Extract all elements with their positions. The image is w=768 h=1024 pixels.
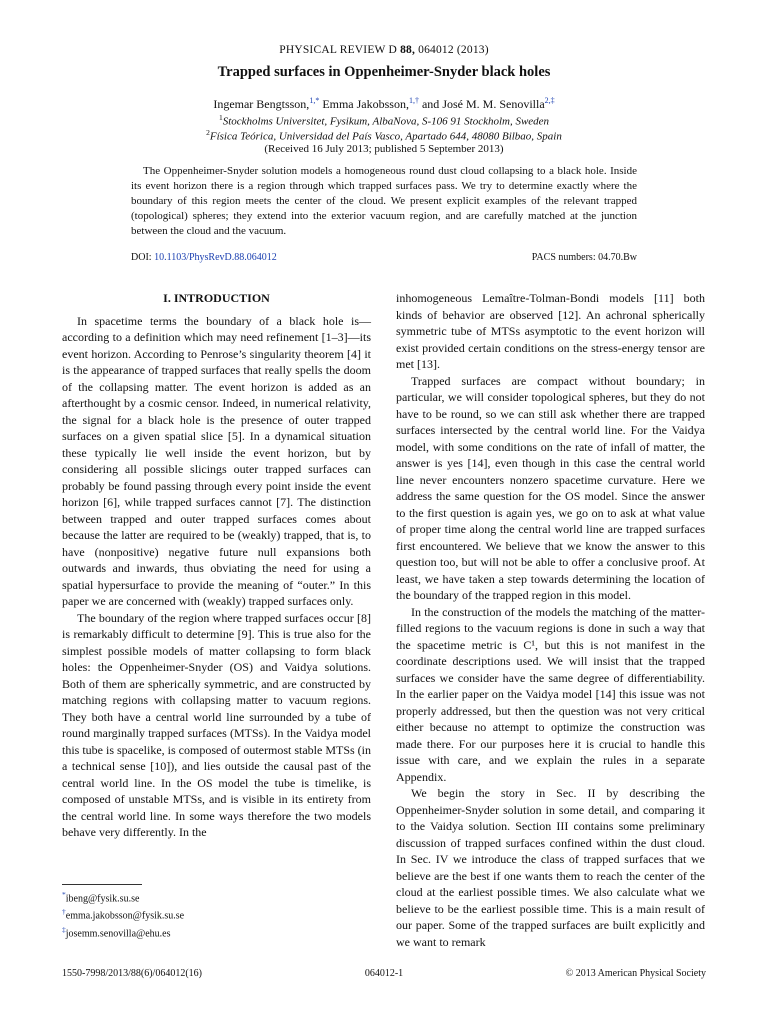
footnote-mark: ‡ bbox=[62, 924, 66, 934]
journal-header bbox=[0, 44, 768, 56]
body-paragraph: Trapped surfaces are compact without boundary; in particular, we will consider topological spheres, but they do not have to be round, so we can still ask whether there are trapped surfaces intersected by the central world line. For the Vaidya model, with some conditions on the rate of infall of matter, the answer is yes [14], even though in this case the central world line never encounters nonzero spacetime curvature. Here we address the same question for the OS model. Since the answer to the first question is again yes, we go on to ask at what value of proper time along the central world line are trapped surfaces first encountered. We believe that we know the answer to this question too, but will not be able to offer a conclusive proof. At least, we have taken a step towards determining the location of the boundary of the trapped region in this model. bbox=[396, 373, 705, 602]
left-column bbox=[62, 290, 371, 841]
abstract: The Oppenheimer-Snyder solution models a homogeneous round dust cloud collapsing to a black hole. Inside its event horizon there is a region through which trapped surfaces pass. We try to determine exactly where the boundary of this region meets the center of the cloud. We present explicit examples of the relevant trapped (topological) spheres; they extend into the exterior vacuum region, and are carefully matched at the junction between the cloud and the vacuum. bbox=[131, 165, 637, 238]
footnote-item bbox=[62, 888, 371, 905]
body-paragraph: In spacetime terms the boundary of a black hole is—according to a definition which may need refinement [1–3]—its event horizon. According to Penrose’s singularity theorem [4] it is the appearance of trapped surfaces that really spells the doom of the collapsing matter. The event horizon is added as an afterthought by a cosmic censor. Indeed, in numerical relativity, the signal for a black hole is the presence of outer trapped surfaces on a given spatial slice [5]. In a dynamical situation these typically lie well inside the event horizon, but by considering all possible slicings outer trapped surfaces can probably be found passing through every point inside the event horizon [6], while trapped surfaces cannot [7]. The distinction between trapped and outer trapped surfaces comes about because the latter are required to be (weakly) trapped, that is, to have (nonpositive) negative future null expansions both outwards and inwards, thus obviating the need for using a spatial hypersurface to provide the meaning of “outer.” In this paper we are concerned with (weakly) trapped surfaces only. bbox=[62, 313, 371, 608]
footnote-item bbox=[62, 905, 371, 922]
affiliation-text: Física Teórica, Universidad del País Vasco, Apartado 644, 48080 Bilbao, Spain bbox=[209, 130, 562, 143]
journal-name: PHYSICAL REVIEW D bbox=[279, 44, 397, 56]
footnote-divider bbox=[62, 884, 142, 885]
author-affil-mark[interactable]: 2,‡ bbox=[544, 96, 555, 105]
footnote-item bbox=[62, 923, 371, 940]
body-paragraph: The boundary of the region where trapped surfaces occur [8] is remarkably difficult to determine [9]. This is true also for the simplest possible models of matter collapsing to form black holes: the Oppenheimer-Snyder (OS) and Vaidya solutions. Both of them are spherically symmetric, and are constructed by matching regions with collapsing matter to vacuum regions. They both have a central world line surrounded by a tube of round marginally trapped surfaces (MTSs). In the Vaidya model this tube is spacelike, is composed of outermost stable MTSs (in a technical sense [10]), and lies outside the causal past of the central world line. In the OS model the tube is timelike, is composed of unstable MTSs, and is visible in its entirety from the central world line. In some ways therefore the two models behave very differently. In the bbox=[62, 610, 371, 839]
author-name: Ingemar Bengtsson, bbox=[213, 97, 310, 111]
footnote-mark: † bbox=[62, 907, 66, 917]
footer-copyright: © 2013 American Physical Society bbox=[565, 968, 706, 979]
author-affil-mark[interactable]: 1,* bbox=[309, 96, 320, 105]
affiliation-mark: 1 bbox=[218, 113, 223, 122]
and-word: and bbox=[421, 97, 440, 111]
paper-title: Trapped surfaces in Oppenheimer-Snyder black holes bbox=[217, 64, 551, 80]
section-heading: I. INTRODUCTION bbox=[163, 291, 270, 305]
author-name: Emma Jakobsson, bbox=[322, 97, 409, 111]
received-dates: (Received 16 July 2013; published 5 September 2013) bbox=[264, 143, 504, 155]
doi-link[interactable]: 10.1103/PhysRevD.88.064012 bbox=[154, 252, 277, 263]
pacs-numbers: PACS numbers: 04.70.Bw bbox=[531, 252, 637, 263]
body-paragraph: In the construction of the models the matching of the matter-filled regions to the vacuum regions is done in such a way that the spacetime metric is C¹, but this is not manifest in the coordinate descriptions used. We will insist that the trapped surfaces we consider have the same degree of differentiability. In the earlier paper on the Vaidya model [14] this issue was not properly addressed, but then the question was not very critical either because no attempt to optimize the construction was made there. For our purposes here it is crucial to handle this issue with care, and we explain the rules in a separate Appendix. bbox=[396, 604, 705, 784]
footer-page-number: 064012-1 bbox=[364, 968, 404, 979]
footnote-email[interactable]: emma.jakobsson@fysik.su.se bbox=[65, 910, 185, 922]
footnote-mark: * bbox=[62, 890, 66, 899]
author-list bbox=[0, 96, 768, 112]
body-paragraph: We begin the story in Sec. II by describing the Oppenheimer-Snyder solution in some detail, and comparing it to the Vaidya solution. Section III contains some preliminary discussion of trapped surfaces confined within the dust cloud. In Sec. IV we introduce the class of trapped surfaces that we believe are the best if one wants them to reach the center of the cloud at the earliest possible times. We also calculate what we believe to be the earliest possible time. This is a main result of our paper. Some of the trapped surfaces are built explicitly and we want to remark bbox=[396, 786, 705, 949]
footer-issn: 1550-7998/2013/88(6)/064012(16) bbox=[62, 968, 202, 979]
footnotes bbox=[62, 888, 371, 940]
affiliation bbox=[0, 113, 768, 128]
affiliation-mark: 2 bbox=[206, 128, 210, 137]
doi-line bbox=[131, 252, 277, 263]
doi-label: DOI: bbox=[131, 252, 152, 263]
affiliation-text: Stockholms Universitet, Fysikum, AlbaNova, S-106 91 Stockholm, Sweden bbox=[222, 115, 550, 128]
affiliation bbox=[0, 128, 768, 143]
article-number: 064012 (2013) bbox=[418, 44, 489, 56]
journal-volume: 88, bbox=[400, 44, 416, 56]
right-column bbox=[396, 290, 705, 950]
body-paragraph: inhomogeneous Lemaître-Tolman-Bondi models [11] both kinds of behavior are observed [12]. An achronal spherically symmetric tube of MTSs asymptotic to the event horizon will exist provided certain conditions on the stress-energy tensor are met [13]. bbox=[396, 291, 705, 371]
author-name: José M. M. Senovilla bbox=[442, 97, 545, 111]
footnote-email[interactable]: ibeng@fysik.su.se bbox=[65, 893, 140, 905]
footnote-email[interactable]: josemm.senovilla@ehu.es bbox=[65, 927, 171, 939]
author-affil-mark[interactable]: 1,† bbox=[408, 96, 419, 105]
